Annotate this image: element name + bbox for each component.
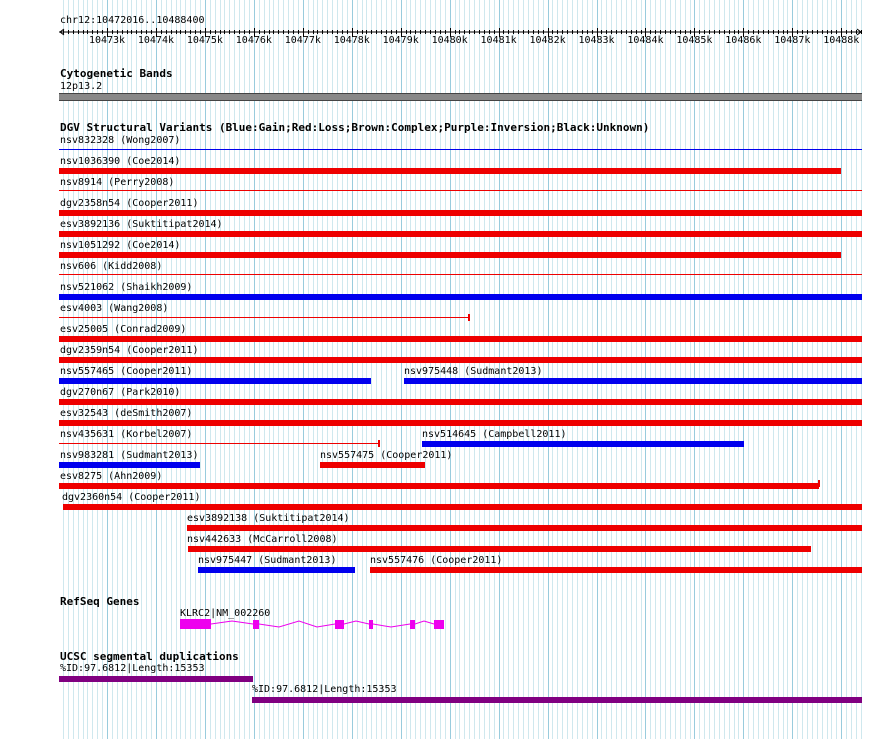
dgv-variant-label: esv25005 (Conrad2009) <box>60 324 187 335</box>
dgv-variant-label: nsv832328 (Wong2007) <box>60 135 181 146</box>
dgv-variant-bar[interactable] <box>320 462 425 468</box>
dgv-variant-label: nsv606 (Kidd2008) <box>60 261 163 272</box>
ruler-tick-label: 10484k <box>627 35 664 46</box>
dgv-variant-bar[interactable] <box>59 462 200 468</box>
dgv-variant-label: nsv8914 (Perry2008) <box>60 177 175 188</box>
refseq-title: RefSeq Genes <box>60 595 140 608</box>
ruler-tick-label: 10482k <box>529 35 566 46</box>
dgv-variant-label: dgv270n67 (Park2010) <box>60 387 181 398</box>
dgv-variant-label: nsv521062 (Shaikh2009) <box>60 282 193 293</box>
ruler-position: chr12:10472016..10488400 <box>60 15 205 26</box>
dgv-variant-label: dgv2360n54 (Cooper2011) <box>62 492 201 503</box>
ruler-tick-label: 10487k <box>774 35 811 46</box>
dgv-variant-bar[interactable] <box>188 546 811 552</box>
dgv-variant-bar[interactable] <box>198 567 355 573</box>
dgv-variant-label: nsv557476 (Cooper2011) <box>370 555 503 566</box>
dgv-variant-bar[interactable] <box>59 168 841 174</box>
ruler-tick-label: 10477k <box>284 35 321 46</box>
dgv-variant-bar[interactable] <box>59 317 469 318</box>
dgv-variant-bar[interactable] <box>59 252 841 258</box>
segdup-label-2: %ID:97.6812|Length:15353 <box>252 684 397 695</box>
dgv-variant-bar[interactable] <box>59 149 862 150</box>
ruler-tick-label: 10483k <box>578 35 615 46</box>
dgv-variant-bar[interactable] <box>370 567 862 573</box>
dgv-variant-bar[interactable] <box>59 483 819 489</box>
dgv-variant-bar[interactable] <box>59 378 371 384</box>
ruler-tick-label: 10479k <box>382 35 419 46</box>
dgv-variant-label: nsv975448 (Sudmant2013) <box>404 366 543 377</box>
ruler-tick-label: 10474k <box>137 35 174 46</box>
dgv-title: DGV Structural Variants (Blue:Gain;Red:Loss;Brown:Complex;Purple:Inversion;Black:Unknown) <box>60 121 650 134</box>
dgv-variant-label: nsv1036390 (Coe2014) <box>60 156 181 167</box>
dgv-variant-bar[interactable] <box>59 443 379 444</box>
dgv-variant-endcap <box>468 314 470 321</box>
segdup-bar-2[interactable] <box>252 697 862 703</box>
ruler-tick-label: 10473k <box>88 35 126 46</box>
dgv-variant-label: nsv1051292 (Coe2014) <box>60 240 181 251</box>
dgv-variant-endcap <box>818 480 820 487</box>
dgv-variant-bar[interactable] <box>59 336 862 342</box>
cytoband-label: 12p13.2 <box>60 81 103 92</box>
dgv-variant-label: esv8275 (Ahn2009) <box>60 471 163 482</box>
dgv-variant-label: nsv557475 (Cooper2011) <box>320 450 453 461</box>
ruler-tick-label: 10488k <box>823 35 860 46</box>
dgv-variant-endcap <box>378 440 380 447</box>
dgv-variant-bar[interactable] <box>59 274 862 275</box>
dgv-variant-label: esv32543 (deSmith2007) <box>60 408 193 419</box>
cytoband-title: Cytogenetic Bands <box>60 67 173 80</box>
dgv-variant-label: nsv435631 (Korbel2007) <box>60 429 193 440</box>
segdup-bar-1[interactable] <box>59 676 253 682</box>
dgv-variant-label: nsv442633 (McCarroll2008) <box>187 534 338 545</box>
dgv-variant-bar[interactable] <box>59 210 862 216</box>
ruler-tick-label: 10486k <box>725 35 762 46</box>
gene-model-klrc2[interactable] <box>176 617 448 633</box>
ruler-tick-label: 10485k <box>676 35 713 46</box>
dgv-variant-bar[interactable] <box>59 190 862 191</box>
ruler-tick-label: 10476k <box>235 35 272 46</box>
segdup-title: UCSC segmental duplications <box>60 650 239 663</box>
dgv-variant-label: esv3892138 (Suktitipat2014) <box>187 513 350 524</box>
ruler-tick-label: 10478k <box>333 35 370 46</box>
dgv-variant-bar[interactable] <box>59 357 862 363</box>
ruler-tick-label: 10475k <box>186 35 223 46</box>
dgv-variant-label: nsv975447 (Sudmant2013) <box>198 555 337 566</box>
dgv-variant-bar[interactable] <box>404 378 862 384</box>
dgv-variant-label: esv4003 (Wang2008) <box>60 303 169 314</box>
gene-label: KLRC2|NM_002260 <box>180 608 271 619</box>
dgv-variant-label: nsv557465 (Cooper2011) <box>60 366 193 377</box>
segdup-label-1: %ID:97.6812|Length:15353 <box>60 663 205 674</box>
dgv-variant-bar[interactable] <box>59 420 862 426</box>
dgv-variant-bar[interactable] <box>59 294 862 300</box>
dgv-variant-label: nsv514645 (Campbell2011) <box>422 429 567 440</box>
dgv-variant-bar[interactable] <box>422 441 744 447</box>
dgv-variant-label: dgv2359n54 (Cooper2011) <box>60 345 199 356</box>
dgv-variant-bar[interactable] <box>63 504 862 510</box>
dgv-variant-bar[interactable] <box>59 231 862 237</box>
dgv-variant-label: esv3892136 (Suktitipat2014) <box>60 219 223 230</box>
dgv-variant-bar[interactable] <box>187 525 862 531</box>
ruler-tick-label: 10480k <box>431 35 468 46</box>
cytoband-bar[interactable] <box>59 93 862 101</box>
dgv-variant-label: nsv983281 (Sudmant2013) <box>60 450 199 461</box>
dgv-variant-label: dgv2358n54 (Cooper2011) <box>60 198 199 209</box>
ruler-tick-label: 10481k <box>480 35 517 46</box>
dgv-variant-bar[interactable] <box>59 399 862 405</box>
